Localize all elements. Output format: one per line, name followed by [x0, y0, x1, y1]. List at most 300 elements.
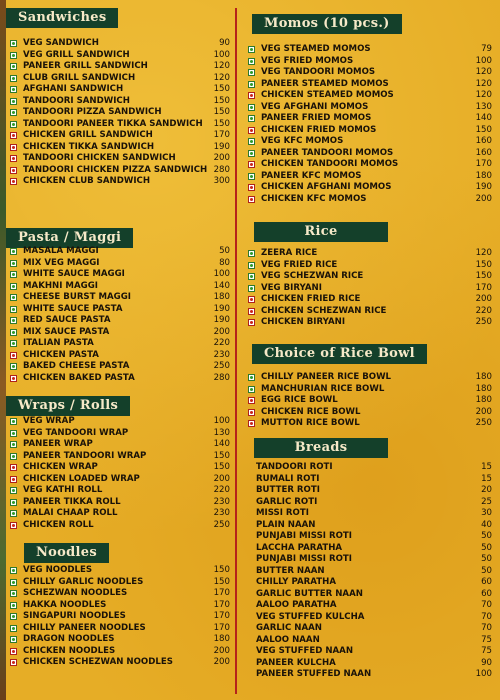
menu-item [6, 258, 234, 270]
item-price: 200 [213, 645, 230, 656]
menu-item [6, 474, 234, 486]
menu-item [6, 327, 234, 339]
item-name: CHICKEN NOODLES [23, 645, 116, 656]
item-price: 170 [475, 282, 492, 293]
menu-item [6, 130, 234, 142]
item-name: WHITE SAUCE PASTA [23, 303, 123, 314]
item-price: 170 [213, 130, 230, 140]
item-name: VEG TANDOORI WRAP [23, 427, 129, 438]
item-price: 140 [213, 439, 230, 449]
menu-item [244, 497, 496, 509]
veg-icon [10, 317, 17, 324]
item-price: 120 [475, 78, 492, 89]
item-price: 100 [475, 669, 492, 679]
veg-icon [10, 499, 17, 506]
item-name: MISSI ROTI [256, 508, 309, 518]
menu-item [244, 260, 496, 272]
menu-item [244, 635, 496, 647]
item-name: VEG SCHEZWAN RICE [261, 271, 364, 281]
veg-icon [10, 121, 17, 128]
menu-item [244, 67, 496, 79]
item-name: CHICKEN FRIED RICE [261, 294, 361, 304]
item-price: 250 [475, 317, 492, 327]
menu-item [6, 142, 234, 154]
menu-item [244, 520, 496, 532]
item-name: CHICKEN KFC MOMOS [261, 193, 367, 204]
menu-item [244, 102, 496, 114]
menu-item [6, 623, 234, 635]
item-price: 200 [213, 473, 230, 484]
veg-icon [248, 250, 255, 257]
item-name: WHITE SAUCE MAGGI [23, 269, 125, 279]
item-price: 100 [213, 416, 230, 426]
rice-header: Rice [254, 222, 388, 242]
item-name: RUMALI ROTI [256, 473, 320, 484]
menu-item [6, 416, 234, 428]
veg-icon [248, 104, 255, 111]
item-name: SCHEZWAN NOODLES [23, 588, 128, 598]
item-name: PANEER TANDOORI WRAP [23, 450, 147, 461]
non-veg-icon [10, 178, 17, 185]
menu-item [6, 315, 234, 327]
item-price: 200 [213, 153, 230, 163]
non-veg-icon [248, 127, 255, 134]
noodles-header: Noodles [24, 543, 109, 563]
item-name: VEG STUFFED NAAN [256, 646, 354, 656]
item-price: 150 [213, 107, 230, 117]
veg-icon [10, 260, 17, 267]
veg-icon [10, 430, 17, 437]
veg-icon [248, 69, 255, 76]
item-price: 150 [213, 576, 230, 587]
menu-item [6, 153, 234, 165]
item-price: 120 [475, 90, 492, 100]
item-name: BUTTER NAAN [256, 565, 325, 576]
non-veg-icon [248, 409, 255, 416]
veg-icon [248, 58, 255, 65]
non-veg-icon [10, 375, 17, 382]
item-price: 75 [481, 646, 492, 656]
menu-item [244, 566, 496, 578]
item-name: VEG BIRYANI [261, 282, 322, 293]
item-price: 70 [481, 623, 492, 633]
menu-item [244, 543, 496, 555]
item-name: VEG FRIED RICE [261, 259, 338, 270]
item-name: VEG WRAP [23, 416, 75, 426]
item-price: 160 [475, 147, 492, 158]
veg-icon [248, 115, 255, 122]
veg-icon [10, 363, 17, 370]
veg-icon [10, 590, 17, 597]
item-price: 200 [475, 294, 492, 304]
veg-icon [10, 602, 17, 609]
item-price: 100 [213, 269, 230, 279]
item-price: 150 [213, 95, 230, 106]
item-name: DRAGON NOODLES [23, 634, 115, 644]
item-price: 130 [475, 101, 492, 112]
item-price: 50 [481, 531, 492, 541]
menu-item [6, 646, 234, 658]
item-price: 180 [475, 170, 492, 181]
wraps-list [6, 416, 234, 531]
item-name: VEG KFC MOMOS [261, 136, 344, 146]
veg-icon [248, 138, 255, 145]
item-name: MALAI CHAAP ROLL [23, 508, 118, 518]
item-price: 25 [481, 496, 492, 507]
item-name: AFGHANI SANDWICH [23, 84, 124, 94]
menu-item [244, 395, 496, 407]
item-price: 190 [213, 303, 230, 314]
non-veg-icon [10, 167, 17, 174]
menu-item [6, 350, 234, 362]
menu-item [6, 96, 234, 108]
item-name: PANEER TANDOORI MOMOS [261, 147, 394, 158]
non-veg-icon [248, 92, 255, 99]
item-name: EGG RICE BOWL [261, 395, 338, 405]
menu-item [244, 306, 496, 318]
item-name: VEG NOODLES [23, 565, 93, 575]
non-veg-icon [248, 296, 255, 303]
menu-item [6, 634, 234, 646]
menu-item [244, 90, 496, 102]
item-name: PUNJABI MISSI ROTI [256, 554, 352, 564]
non-veg-icon [248, 184, 255, 191]
menu-item [6, 428, 234, 440]
item-price: 15 [481, 473, 492, 484]
veg-icon [10, 98, 17, 105]
menu-item [244, 372, 496, 384]
menu-item [244, 407, 496, 419]
non-veg-icon [248, 420, 255, 427]
pasta-header: Pasta / Maggi [6, 228, 133, 248]
pasta-list [6, 246, 234, 384]
veg-icon [10, 52, 17, 59]
item-price: 30 [481, 508, 492, 518]
item-name: CHICKEN WRAP [23, 462, 98, 472]
item-name: ITALIAN PASTA [23, 338, 94, 348]
menu-item [244, 113, 496, 125]
item-price: 160 [475, 136, 492, 146]
column-divider [235, 8, 237, 694]
item-name: CHICKEN BIRYANI [261, 317, 346, 327]
menu-item [244, 159, 496, 171]
item-price: 70 [481, 611, 492, 622]
item-price: 200 [475, 406, 492, 417]
item-name: MANCHURIAN RICE BOWL [261, 383, 385, 394]
menu-item [6, 246, 234, 258]
item-price: 50 [481, 554, 492, 564]
item-price: 90 [481, 657, 492, 668]
item-name: CHEESE BURST MAGGI [23, 292, 131, 302]
menu-item [244, 485, 496, 497]
veg-icon [248, 81, 255, 88]
sandwiches-header: Sandwiches [6, 8, 118, 28]
item-name: VEG KATHI ROLL [23, 485, 103, 495]
item-name: CHICKEN AFGHANI MOMOS [261, 182, 392, 192]
item-price: 150 [475, 124, 492, 135]
item-price: 79 [481, 44, 492, 54]
non-veg-icon [10, 464, 17, 471]
item-name: CHILLY GARLIC NOODLES [23, 576, 144, 587]
item-price: 180 [213, 292, 230, 302]
item-name: CHICKEN BAKED PASTA [23, 372, 135, 383]
item-price: 60 [481, 588, 492, 599]
menu-item [6, 338, 234, 350]
item-price: 280 [213, 164, 230, 175]
veg-icon [10, 567, 17, 574]
item-price: 75 [481, 634, 492, 645]
momos-header: Momos (10 pcs.) [252, 14, 402, 34]
item-name: VEG FRIED MOMOS [261, 55, 354, 66]
veg-icon [10, 613, 17, 620]
item-name: TANDOORI SANDWICH [23, 95, 130, 106]
non-veg-icon [10, 648, 17, 655]
non-veg-icon [248, 397, 255, 404]
item-price: 200 [213, 657, 230, 667]
menu-item [6, 565, 234, 577]
item-name: VEG TANDOORI MOMOS [261, 67, 376, 77]
menu-item [6, 611, 234, 623]
veg-icon [10, 418, 17, 425]
menu-item [6, 38, 234, 50]
item-price: 100 [213, 49, 230, 60]
veg-icon [10, 306, 17, 313]
item-name: TANDOORI ROTI [256, 462, 333, 472]
item-name: MIX SAUCE PASTA [23, 326, 110, 337]
menu-item [6, 269, 234, 281]
menu-item [244, 658, 496, 670]
menu-item [244, 171, 496, 183]
menu-item [244, 283, 496, 295]
item-name: MAKHNI MAGGI [23, 280, 98, 291]
item-price: 180 [213, 634, 230, 644]
item-price: 250 [213, 361, 230, 371]
item-name: CHILLY PARATHA [256, 577, 336, 587]
menu-item [6, 577, 234, 589]
veg-icon [10, 63, 17, 70]
item-price: 150 [475, 259, 492, 270]
menu-item [6, 657, 234, 669]
item-name: CHICKEN TANDOORI MOMOS [261, 159, 399, 169]
item-name: BUTTER ROTI [256, 485, 320, 495]
item-name: MUTTON RICE BOWL [261, 418, 360, 428]
item-name: VEG STUFFED KULCHA [256, 611, 365, 622]
item-price: 80 [219, 257, 230, 268]
item-price: 220 [475, 305, 492, 316]
menu-item [244, 44, 496, 56]
menu-item [6, 304, 234, 316]
veg-icon [10, 441, 17, 448]
item-name: RED SAUCE PASTA [23, 315, 111, 325]
item-price: 150 [213, 118, 230, 129]
item-name: VEG STEAMED MOMOS [261, 44, 371, 54]
menu-item [6, 281, 234, 293]
non-veg-icon [10, 659, 17, 666]
menu-item [244, 589, 496, 601]
breads-list [244, 462, 496, 681]
item-price: 150 [213, 84, 230, 94]
menu-item [244, 474, 496, 486]
item-price: 40 [481, 519, 492, 530]
menu-item [6, 292, 234, 304]
item-name: CHICKEN TIKKA SANDWICH [23, 141, 155, 152]
menu-item [6, 373, 234, 385]
item-name: CHICKEN CLUB SANDWICH [23, 176, 151, 186]
item-name: GARLIC ROTI [256, 496, 318, 507]
breads-header: Breads [254, 438, 388, 458]
item-price: 230 [213, 496, 230, 507]
veg-icon [10, 283, 17, 290]
menu-item [6, 165, 234, 177]
item-price: 50 [219, 246, 230, 256]
veg-icon [10, 453, 17, 460]
item-price: 170 [213, 622, 230, 633]
veg-icon [10, 86, 17, 93]
veg-icon [248, 262, 255, 269]
non-veg-icon [10, 476, 17, 483]
veg-icon [10, 636, 17, 643]
veg-icon [10, 340, 17, 347]
menu-item [6, 520, 234, 532]
item-price: 150 [475, 271, 492, 281]
item-price: 190 [475, 182, 492, 192]
menu-item [244, 612, 496, 624]
menu-item [6, 508, 234, 520]
non-veg-icon [10, 352, 17, 359]
sandwiches-list [6, 38, 234, 188]
menu-item [244, 554, 496, 566]
item-name: PANEER GRILL SANDWICH [23, 61, 148, 71]
item-price: 50 [481, 565, 492, 576]
menu-item [244, 148, 496, 160]
veg-icon [10, 329, 17, 336]
menu-item [244, 79, 496, 91]
veg-icon [248, 374, 255, 381]
menu-item [6, 176, 234, 188]
item-price: 250 [213, 519, 230, 530]
menu-item [244, 669, 496, 681]
menu-item [244, 248, 496, 260]
item-name: CHICKEN PASTA [23, 349, 99, 360]
menu-item [244, 136, 496, 148]
item-name: CHICKEN GRILL SANDWICH [23, 130, 153, 140]
menu-item [6, 361, 234, 373]
item-name: PLAIN NAAN [256, 519, 316, 530]
menu-item [6, 451, 234, 463]
non-veg-icon [10, 132, 17, 139]
item-name: PANEER WRAP [23, 439, 93, 449]
item-name: CHICKEN LOADED WRAP [23, 473, 140, 484]
wraps-header: Wraps / Rolls [6, 396, 130, 416]
veg-icon [10, 510, 17, 517]
menu-item [6, 588, 234, 600]
menu-item [6, 84, 234, 96]
item-name: TANDOORI CHICKEN PIZZA SANDWICH [23, 164, 208, 175]
item-name: CHILLY PANEER RICE BOWL [261, 372, 392, 382]
menu-item [244, 508, 496, 520]
non-veg-icon [248, 196, 255, 203]
non-veg-icon [248, 319, 255, 326]
veg-icon [248, 285, 255, 292]
menu-item [6, 50, 234, 62]
non-veg-icon [248, 308, 255, 315]
item-price: 140 [213, 280, 230, 291]
item-name: AALOO NAAN [256, 634, 320, 645]
veg-icon [10, 487, 17, 494]
item-name: PANEER KULCHA [256, 657, 336, 668]
item-price: 120 [213, 61, 230, 71]
item-name: PANEER KFC MOMOS [261, 170, 362, 181]
item-name: CHICKEN STEAMED MOMOS [261, 90, 394, 100]
non-veg-icon [248, 161, 255, 168]
menu-item [244, 577, 496, 589]
item-price: 150 [213, 450, 230, 461]
item-name: PANEER FRIED MOMOS [261, 113, 372, 123]
item-price: 280 [213, 372, 230, 383]
veg-icon [10, 271, 17, 278]
veg-icon [10, 294, 17, 301]
veg-icon [10, 40, 17, 47]
item-name: GARLIC BUTTER NAAN [256, 588, 363, 599]
veg-icon [248, 46, 255, 53]
item-name: MIX VEG MAGGI [23, 257, 100, 268]
item-name: MASALA MAGGI [23, 246, 99, 256]
item-name: PANEER TIKKA ROLL [23, 496, 121, 507]
veg-icon [248, 150, 255, 157]
item-price: 60 [481, 577, 492, 587]
menu-item [6, 107, 234, 119]
item-price: 180 [475, 395, 492, 405]
rice-bowl-header: Choice of Rice Bowl [252, 344, 427, 364]
menu-item [6, 73, 234, 85]
menu-item [6, 439, 234, 451]
menu-item [244, 194, 496, 206]
item-name: HAKKA NOODLES [23, 599, 107, 610]
item-price: 150 [213, 565, 230, 575]
item-name: PUNJABI MISSI ROTI [256, 531, 352, 541]
menu-item [6, 61, 234, 73]
item-price: 100 [475, 55, 492, 66]
item-name: BAKED CHEESE PASTA [23, 361, 130, 371]
item-price: 150 [213, 462, 230, 472]
item-name: CLUB GRILL SANDWICH [23, 72, 136, 83]
item-price: 130 [213, 427, 230, 438]
item-price: 190 [213, 141, 230, 152]
item-price: 300 [213, 176, 230, 186]
item-name: TANDOORI PIZZA SANDWICH [23, 107, 162, 117]
veg-icon [248, 386, 255, 393]
item-name: CHICKEN ROLL [23, 519, 94, 530]
veg-icon [10, 248, 17, 255]
menu-item [6, 600, 234, 612]
menu-item [244, 462, 496, 474]
item-price: 180 [475, 383, 492, 394]
veg-icon [10, 75, 17, 82]
non-veg-icon [10, 522, 17, 529]
momos-list [244, 44, 496, 205]
item-price: 250 [475, 418, 492, 428]
menu-item [244, 600, 496, 612]
item-price: 50 [481, 542, 492, 553]
menu-item [244, 646, 496, 658]
menu-item [244, 531, 496, 543]
noodles-list [6, 565, 234, 669]
item-price: 20 [481, 485, 492, 495]
item-price: 170 [475, 159, 492, 169]
item-price: 15 [481, 462, 492, 472]
item-price: 170 [213, 588, 230, 598]
item-name: CHICKEN RICE BOWL [261, 406, 361, 417]
